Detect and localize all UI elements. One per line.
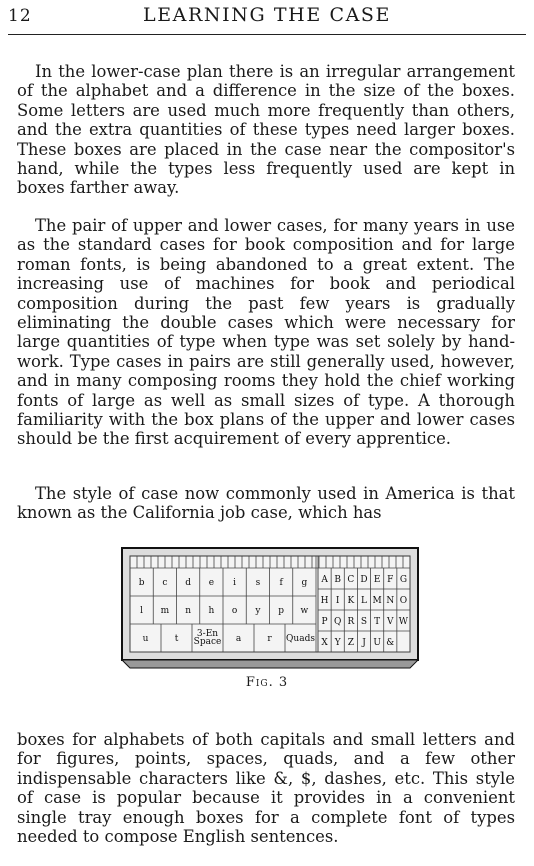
paragraph-lower-case-plan: In the lower-case plan there is an irregular arrangement of the alphabet and a difference in the size of the boxes. Some letters are used much more frequently than others, and the extra quantities of these types need larger boxes. These boxes are placed in the case near the compositor's hand, while the types less frequently used are kept in boxes farther away.	[17, 62, 515, 198]
case-box-label: 3-En	[196, 629, 219, 639]
case-box-label: g	[301, 578, 308, 588]
capital-box-label: P	[321, 617, 328, 627]
capital-box-label: T	[374, 617, 381, 627]
case-box-label: l	[140, 606, 144, 616]
page-number: 12	[8, 6, 32, 26]
case-box-label: r	[267, 634, 272, 644]
capital-box-label: J	[362, 638, 366, 648]
case-box-label: s	[255, 578, 261, 588]
case-box-label: w	[300, 606, 309, 616]
capital-box-label: N	[386, 596, 395, 606]
capital-box-label: R	[347, 617, 355, 627]
header-rule	[8, 34, 526, 35]
capital-box-label: D	[360, 575, 368, 585]
capital-box-label: L	[361, 596, 367, 606]
capital-box-label: Y	[334, 638, 341, 648]
paragraph-california-case-intro: The style of case now commonly used in America is that known as the California job case, which has	[17, 484, 515, 523]
capital-box-label: S	[360, 617, 368, 627]
capital-box-label: C	[347, 575, 355, 585]
capital-box-label: X	[321, 638, 328, 648]
case-box-label: p	[278, 606, 285, 616]
capital-box-label: K	[347, 596, 355, 606]
capital-box-label: V	[387, 617, 394, 627]
paragraph-california-case-boxes: boxes for alphabets of both capitals and small letters and for figures, points, spaces, quads, and a few other indispensable characters like &, $, dashes, etc. This style of case is popular because it provides in a convenient single tray enough boxes for a complete font of types needed to compose English sentences.	[17, 730, 515, 847]
paragraph-upper-lower-cases: The pair of upper and lower cases, for many years in use as the standard cases for book composition and for large roman fonts, is being abandoned to a great extent. The increasing use of machines for book and periodical composition during the past few years is gradually eliminating the double cases which were necessary for large quantities of type when type was set solely by hand-work. Type cases in pairs are still generally used, however, and in many composing rooms they hold the chief working fonts of large as well as small sizes of type. A thorough familiarity with the box plans of the upper and lower cases should be the first acquirement of every apprentice.	[17, 216, 515, 449]
running-head: LEARNING THE CASE	[143, 4, 391, 26]
capital-box-label: M	[372, 596, 382, 606]
case-box-label: i	[233, 578, 237, 588]
capital-box-label: O	[399, 596, 408, 606]
case-box-label: u	[142, 634, 149, 644]
capital-box-label: &	[386, 638, 395, 648]
case-box-label: o	[231, 606, 238, 616]
case-box-label: y	[255, 606, 261, 616]
capital-box-label: W	[398, 617, 409, 627]
capital-box-label: E	[373, 575, 381, 585]
case-box-label: t	[174, 634, 179, 644]
figure-caption: Fig. 3	[245, 675, 289, 690]
capital-box-label: F	[387, 575, 394, 585]
california-job-case-figure	[120, 546, 420, 670]
case-box-label: m	[160, 606, 170, 616]
capital-box-label: U	[373, 638, 381, 648]
case-box-label: f	[279, 578, 283, 588]
case-box-label: c	[162, 578, 168, 588]
capital-box-label: B	[334, 575, 342, 585]
case-box-label: Quads	[286, 634, 315, 644]
capital-box-label: Z	[347, 638, 354, 648]
page-header	[0, 0, 534, 38]
capital-box-label: G	[399, 575, 408, 585]
capital-box-label: Q	[334, 617, 342, 627]
case-box-label: h	[208, 606, 215, 616]
case-box-label: b	[138, 578, 145, 588]
capital-box-label: I	[335, 596, 340, 606]
case-box-label: a	[235, 634, 242, 644]
case-box-label: n	[185, 606, 192, 616]
capital-box-label: H	[320, 596, 329, 606]
capital-box-label: A	[321, 575, 328, 585]
case-box-label: d	[185, 578, 192, 588]
case-box-label: Space	[193, 637, 222, 647]
case-box-label: e	[208, 578, 215, 588]
